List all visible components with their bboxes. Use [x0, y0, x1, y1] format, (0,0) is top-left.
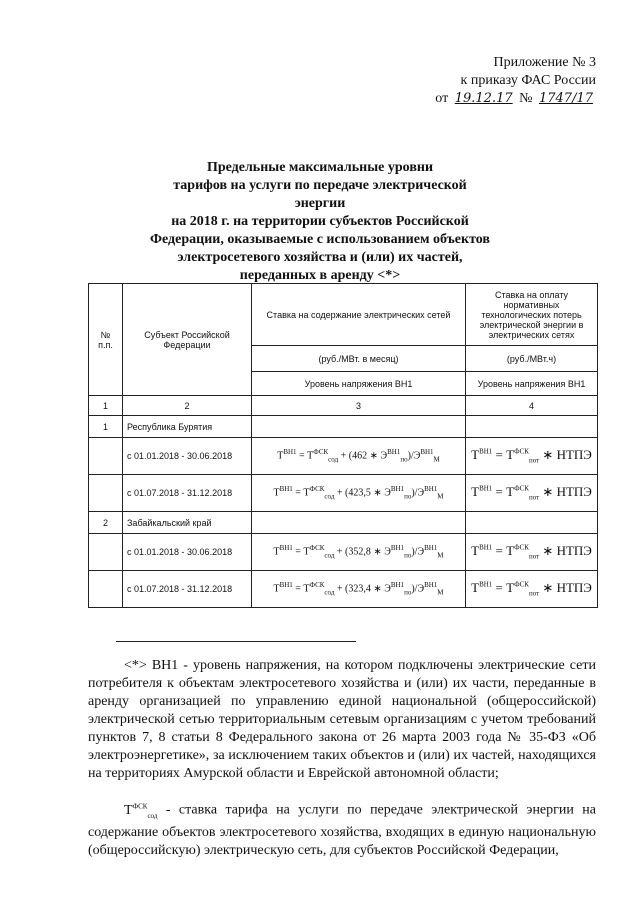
section-row [89, 512, 598, 534]
title-line: Предельные максимальные уровни [206, 160, 434, 175]
period-row [89, 475, 598, 512]
period-label: с 01.07.2018 - 31.12.2018 [123, 475, 252, 512]
footnote-divider [116, 641, 356, 642]
maintenance-formula: $Т^{ВН1} = Т^{ФСК}_{сод} + (352,8$ ∗ $Э^{ВН1}_{по})/Э^{ВН1}_М$ [252, 534, 466, 571]
voltage-losses: Уровень напряжения ВН1 [466, 372, 598, 396]
formula-coefficient: 352,8 [348, 546, 371, 558]
maintenance-formula: $Т^{ВН1} = Т^{ФСК}_{сод} + (462$ ∗ $Э^{ВН1}_{по})/Э^{ВН1}_М$ [252, 438, 466, 475]
col-number: 1 [89, 396, 123, 416]
header-rate-maintenance: Ставка на содержание электрических сетей [252, 284, 466, 346]
period-row [89, 534, 598, 571]
section-num: 1 [89, 416, 123, 438]
period-label: с 01.01.2018 - 30.06.2018 [123, 438, 252, 475]
period-label: с 01.07.2018 - 31.12.2018 [123, 571, 252, 608]
number-label: № [519, 91, 533, 106]
header-num: № п.п. [89, 284, 123, 396]
tariff-table [88, 283, 598, 608]
appendix-date-line [366, 90, 596, 108]
order-date: 19.12.17 [454, 91, 513, 106]
col-number: 4 [466, 396, 598, 416]
header-subject: Субъект Российской Федерации [123, 284, 252, 396]
col-number: 3 [252, 396, 466, 416]
appendix-block [366, 54, 596, 108]
from-label: от [435, 91, 449, 106]
losses-formula: $Т^{ВН1} = Т^{ФСК}_{пот}$ ∗ НТПЭ [466, 571, 598, 608]
voltage-maintenance: Уровень напряжения ВН1 [252, 372, 466, 396]
units-losses: (руб./МВт.ч) [466, 346, 598, 372]
appendix-order-ref: к приказу ФАС России [460, 73, 596, 88]
footnote-paragraph: <*> ВН1 - уровень напряжения, на котором подключены электрические сети потребителя к объектам электросетевого хозяйства и (или) их части, переданные в аренду организацией по управлению единой национальной (общероссийской) электрической сетью территориальным сетевым организациям с учетом требований пунктов 7, 8 статьи 8 Федерального закона от 26 марта 2003 года № 35-ФЗ «Об электроэнергетике», за исключением таких объектов и (или) их частей, находящихся на территориях Амурской области и Еврейской автономной области; [88, 658, 596, 781]
units-maintenance: (руб./МВт. в месяц) [252, 346, 466, 372]
losses-formula: $Т^{ВН1} = Т^{ФСК}_{пот}$ ∗ НТПЭ [466, 475, 598, 512]
appendix-title: Приложение № 3 [493, 55, 596, 70]
formula-coefficient: 323,4 [348, 583, 371, 595]
period-label: с 01.01.2018 - 30.06.2018 [123, 534, 252, 571]
losses-formula: $Т^{ВН1} = Т^{ФСК}_{пот}$ ∗ НТПЭ [466, 438, 598, 475]
order-number: 1747/17 [538, 91, 593, 106]
tariff-symbol: $Т^{ФСК}_{сод}$ [124, 802, 158, 820]
period-row [89, 571, 598, 608]
title-line: электросетевого хозяйства и (или) их частей, [177, 250, 463, 265]
losses-formula: $Т^{ВН1} = Т^{ФСК}_{пот}$ ∗ НТПЭ [466, 534, 598, 571]
header-rate-losses: Ставка на оплату нормативных технологических потерь электрической энергии в электрических сетях [466, 284, 598, 346]
footnote-paragraph-2 [88, 797, 596, 860]
section-name: Забайкальский край [123, 512, 252, 534]
title-line: Федерации, оказываемые с использованием объектов [150, 232, 490, 247]
title-line: переданных в аренду <*> [239, 268, 401, 283]
footnote-definition: - ставка тарифа на услуги по передаче электрической энергии на содержание объектов электросетевого хозяйства, входящих в единую национальную (общероссийскую) электрическую сеть, для субъектов Российской Федерации, [88, 802, 596, 859]
column-numbers-row [89, 396, 598, 416]
footnote [88, 657, 596, 860]
maintenance-formula: $Т^{ВН1} = Т^{ФСК}_{сод} + (423,5$ ∗ $Э^{ВН1}_{по})/Э^{ВН1}_М$ [252, 475, 466, 512]
col-number: 2 [123, 396, 252, 416]
section-num: 2 [89, 512, 123, 534]
section-row [89, 416, 598, 438]
title-line: тарифов на услуги по передаче электрической энергии [173, 178, 467, 211]
period-row [89, 438, 598, 475]
title-line: на 2018 г. на территории субъектов Российской [171, 214, 469, 229]
table-header-row [89, 284, 598, 346]
document-title [150, 159, 490, 285]
maintenance-formula: $Т^{ВН1} = Т^{ФСК}_{сод} + (323,4$ ∗ $Э^{ВН1}_{по})/Э^{ВН1}_М$ [252, 571, 466, 608]
section-name: Республика Бурятия [123, 416, 252, 438]
formula-coefficient: 462 [352, 450, 368, 462]
formula-coefficient: 423,5 [348, 487, 371, 499]
